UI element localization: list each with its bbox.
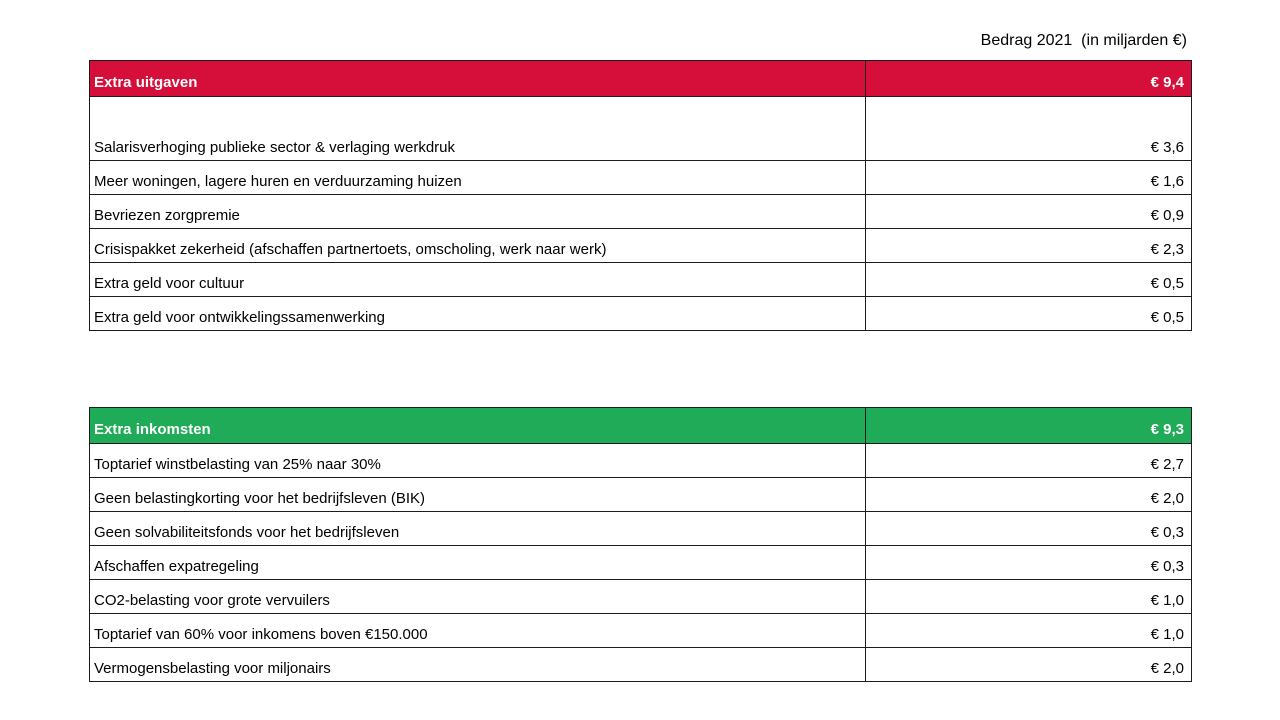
row-label: Vermogensbelasting voor miljonairs (90, 648, 866, 682)
row-label: Geen solvabiliteitsfonds voor het bedrijfsleven (90, 512, 866, 546)
table-row (90, 478, 1192, 512)
row-value: € 0,9 (866, 195, 1192, 229)
table-row (90, 263, 1192, 297)
row-value: € 0,3 (866, 512, 1192, 546)
table-row (90, 512, 1192, 546)
row-label: Toptarief van 60% voor inkomens boven €150.000 (90, 614, 866, 648)
row-value: € 0,5 (866, 263, 1192, 297)
row-label: Toptarief winstbelasting van 25% naar 30% (90, 444, 866, 478)
row-value: € 0,5 (866, 297, 1192, 331)
row-label: Geen belastingkorting voor het bedrijfsleven (BIK) (90, 478, 866, 512)
extra-uitgaven-table (89, 60, 1192, 331)
table-header-value: € 9,3 (866, 408, 1192, 444)
amount-column-caption: Bedrag 2021 (in miljarden €) (980, 32, 1187, 49)
table-row (90, 614, 1192, 648)
row-value: € 2,0 (866, 478, 1192, 512)
row-value: € 2,0 (866, 648, 1192, 682)
table-row (90, 444, 1192, 478)
row-label: Extra geld voor ontwikkelingssamenwerking (90, 297, 866, 331)
row-label: Crisispakket zekerheid (afschaffen partnertoets, omscholing, werk naar werk) (90, 229, 866, 263)
row-value: € 1,0 (866, 614, 1192, 648)
row-label: Extra geld voor cultuur (90, 263, 866, 297)
row-label: Meer woningen, lagere huren en verduurzaming huizen (90, 161, 866, 195)
row-value: € 2,7 (866, 444, 1192, 478)
table-row (90, 229, 1192, 263)
table-row (90, 580, 1192, 614)
table-row (90, 546, 1192, 580)
row-value: € 1,0 (866, 580, 1192, 614)
table-row (90, 648, 1192, 682)
table-row (90, 195, 1192, 229)
table-header-label: Extra uitgaven (90, 61, 866, 97)
table-row (90, 97, 1192, 161)
row-label: Afschaffen expatregeling (90, 546, 866, 580)
table-header-value: € 9,4 (866, 61, 1192, 97)
table-header-label: Extra inkomsten (90, 408, 866, 444)
row-value: € 1,6 (866, 161, 1192, 195)
row-label: CO2-belasting voor grote vervuilers (90, 580, 866, 614)
table-row (90, 161, 1192, 195)
extra-inkomsten-table (89, 407, 1192, 682)
table-header-row (90, 408, 1192, 444)
row-value: € 2,3 (866, 229, 1192, 263)
table-row (90, 297, 1192, 331)
row-label: Salarisverhoging publieke sector & verlaging werkdruk (90, 97, 866, 161)
row-value: € 0,3 (866, 546, 1192, 580)
row-label: Bevriezen zorgpremie (90, 195, 866, 229)
table-header-row (90, 61, 1192, 97)
row-value: € 3,6 (866, 97, 1192, 161)
